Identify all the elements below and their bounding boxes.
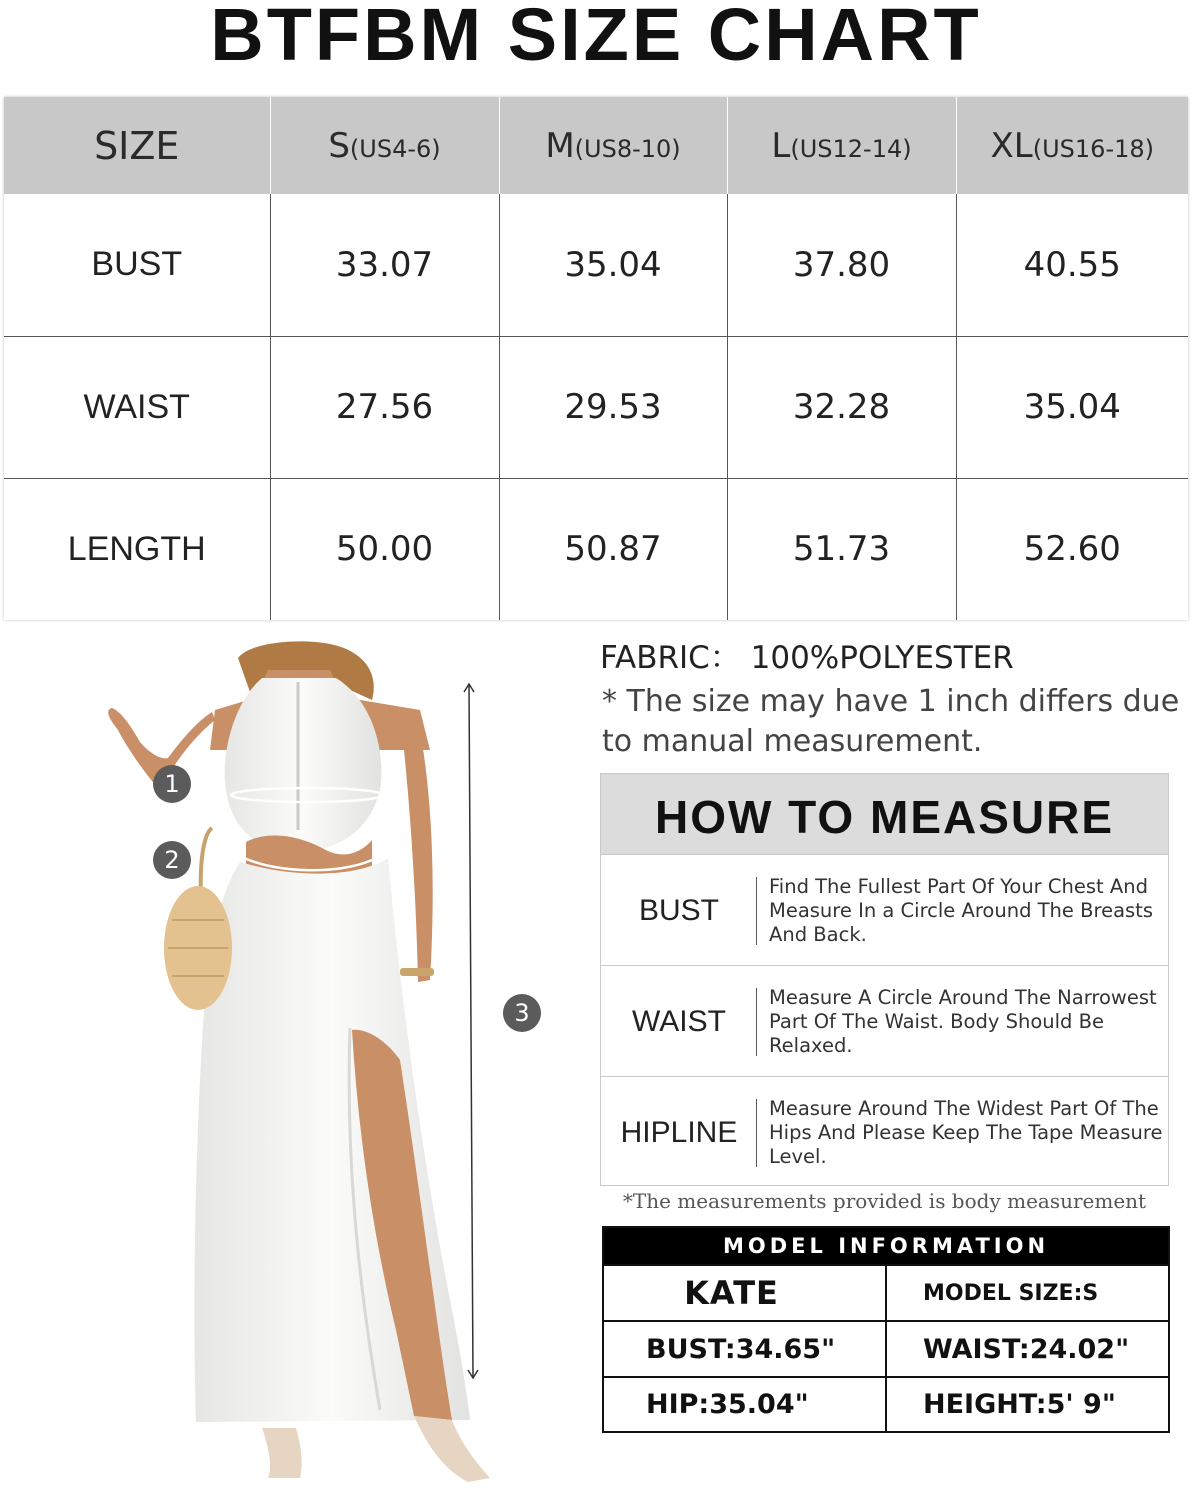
how-to-measure-title: HOW TO MEASURE bbox=[601, 774, 1168, 854]
row-label-bust: BUST bbox=[4, 194, 270, 336]
size-header-xl: XL(US16-18) bbox=[956, 97, 1188, 194]
model-name: KATE bbox=[604, 1264, 887, 1320]
size-chart-table bbox=[4, 97, 1188, 620]
table-row bbox=[4, 336, 1188, 478]
measure-row-bust bbox=[601, 854, 1168, 965]
how-to-measure-panel bbox=[600, 773, 1169, 1186]
divider bbox=[756, 988, 757, 1056]
table-cell: 40.55 bbox=[956, 194, 1188, 336]
fabric-info: FABRIC： 100%POLYESTER bbox=[600, 640, 1014, 676]
size-header-row bbox=[4, 97, 1188, 194]
dress-model-figure bbox=[0, 630, 590, 1500]
model-illustration bbox=[0, 630, 590, 1500]
table-cell: 50.87 bbox=[499, 478, 727, 620]
table-row bbox=[4, 478, 1188, 620]
size-header-l: L(US12-14) bbox=[727, 97, 956, 194]
table-cell: 37.80 bbox=[727, 194, 956, 336]
page-title: BTFBM SIZE CHART bbox=[210, 0, 982, 76]
model-bust: BUST:34.65" bbox=[604, 1320, 887, 1376]
size-header-m: M(US8-10) bbox=[499, 97, 727, 194]
marker-bust: 1 bbox=[153, 765, 191, 803]
model-hip: HIP:35.04" bbox=[604, 1376, 887, 1431]
measure-description: Measure A Circle Around The Narrowest Part Of The Waist. Body Should Be Relaxed. bbox=[769, 986, 1157, 1057]
measure-description: Find The Fullest Part Of Your Chest And Measure In a Circle Around The Breasts And Back. bbox=[769, 875, 1153, 946]
model-information-header: MODEL INFORMATION bbox=[604, 1228, 1168, 1264]
table-cell: 27.56 bbox=[270, 336, 499, 478]
table-cell: 35.04 bbox=[956, 336, 1188, 478]
table-cell: 52.60 bbox=[956, 478, 1188, 620]
measure-label: WAIST bbox=[632, 1005, 726, 1038]
table-row bbox=[4, 194, 1188, 336]
table-cell: 32.28 bbox=[727, 336, 956, 478]
model-height: HEIGHT:5' 9" bbox=[887, 1376, 1168, 1431]
marker-waist: 2 bbox=[153, 841, 191, 879]
divider bbox=[756, 1099, 757, 1167]
measurement-note: * The size may have 1 inch differs due to manual measurement. bbox=[602, 684, 1180, 759]
row-label-waist: WAIST bbox=[4, 336, 270, 478]
table-cell: 33.07 bbox=[270, 194, 499, 336]
divider bbox=[756, 877, 757, 945]
measure-row-waist bbox=[601, 965, 1168, 1076]
model-information-table bbox=[602, 1226, 1170, 1433]
model-size: MODEL SIZE:S bbox=[887, 1264, 1168, 1320]
size-header-label: SIZE bbox=[4, 97, 270, 194]
measure-row-hipline bbox=[601, 1076, 1168, 1187]
marker-length: 3 bbox=[503, 994, 541, 1032]
measure-description: Measure Around The Widest Part Of The Hips And Please Keep The Tape Measure Level. bbox=[769, 1097, 1163, 1168]
model-waist: WAIST:24.02" bbox=[887, 1320, 1168, 1376]
table-cell: 50.00 bbox=[270, 478, 499, 620]
measure-label: HIPLINE bbox=[620, 1116, 738, 1149]
table-cell: 51.73 bbox=[727, 478, 956, 620]
size-header-s: S(US4-6) bbox=[270, 97, 499, 194]
body-measurement-note: *The measurements provided is body measurement bbox=[622, 1189, 1147, 1213]
table-cell: 29.53 bbox=[499, 336, 727, 478]
measure-label: BUST bbox=[638, 894, 719, 927]
row-label-length: LENGTH bbox=[67, 529, 206, 568]
table-cell: 35.04 bbox=[499, 194, 727, 336]
